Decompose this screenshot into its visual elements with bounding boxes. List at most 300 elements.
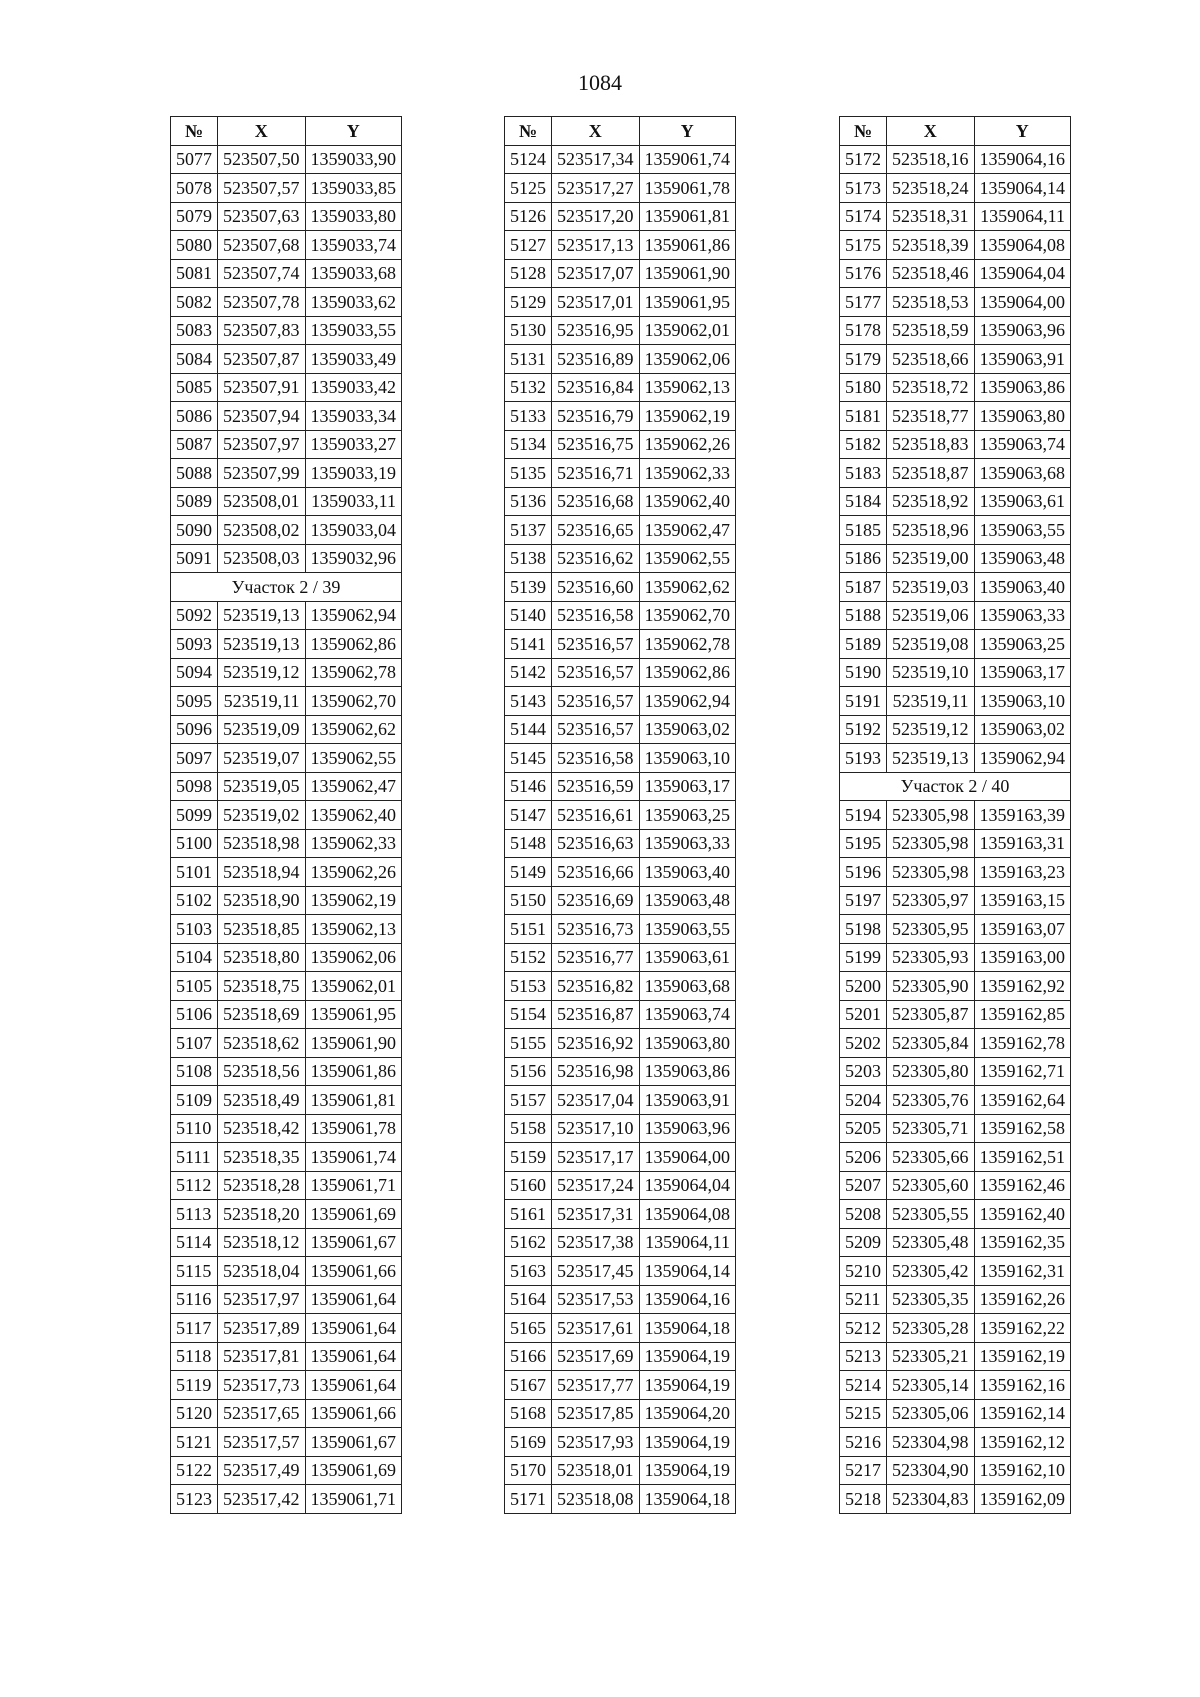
y-coordinate-cell: 1359062,55 [305, 744, 402, 773]
y-coordinate-cell: 1359063,40 [974, 573, 1071, 602]
y-coordinate-cell: 1359033,55 [305, 316, 402, 345]
point-number-cell: 5080 [171, 231, 218, 260]
y-coordinate-cell: 1359033,74 [305, 231, 402, 260]
x-coordinate-cell: 523518,39 [887, 231, 975, 260]
point-number-cell: 5171 [505, 1485, 552, 1514]
table-row [840, 1399, 1071, 1428]
table-row [840, 658, 1071, 687]
point-number-cell: 5106 [171, 1000, 218, 1029]
table-row [840, 459, 1071, 488]
header-number: № [840, 117, 887, 146]
table-row [505, 1257, 736, 1286]
point-number-cell: 5129 [505, 288, 552, 317]
x-coordinate-cell: 523517,24 [552, 1171, 640, 1200]
table-row [840, 1086, 1071, 1115]
y-coordinate-cell: 1359062,13 [305, 915, 402, 944]
point-number-cell: 5190 [840, 658, 887, 687]
table-row [505, 715, 736, 744]
x-coordinate-cell: 523304,98 [887, 1428, 975, 1457]
section-title: Участок 2 / 40 [840, 772, 1071, 801]
table-row [171, 858, 402, 887]
table-row [505, 1029, 736, 1058]
table-row [505, 915, 736, 944]
point-number-cell: 5152 [505, 943, 552, 972]
point-number-cell: 5134 [505, 430, 552, 459]
table-row [840, 829, 1071, 858]
x-coordinate-cell: 523518,85 [218, 915, 306, 944]
x-coordinate-cell: 523305,93 [887, 943, 975, 972]
x-coordinate-cell: 523519,00 [887, 544, 975, 573]
x-coordinate-cell: 523519,10 [887, 658, 975, 687]
point-number-cell: 5091 [171, 544, 218, 573]
x-coordinate-cell: 523305,06 [887, 1399, 975, 1428]
x-coordinate-cell: 523517,38 [552, 1228, 640, 1257]
y-coordinate-cell: 1359063,33 [639, 829, 736, 858]
table-row [840, 972, 1071, 1001]
y-coordinate-cell: 1359033,42 [305, 373, 402, 402]
point-number-cell: 5157 [505, 1086, 552, 1115]
table-row [505, 1114, 736, 1143]
y-coordinate-cell: 1359061,69 [305, 1456, 402, 1485]
x-coordinate-cell: 523305,98 [887, 829, 975, 858]
y-coordinate-cell: 1359162,40 [974, 1200, 1071, 1229]
y-coordinate-cell: 1359061,71 [305, 1171, 402, 1200]
point-number-cell: 5126 [505, 202, 552, 231]
table-row [505, 174, 736, 203]
point-number-cell: 5172 [840, 145, 887, 174]
coordinate-table-3 [839, 116, 1071, 1514]
table-row [505, 658, 736, 687]
y-coordinate-cell: 1359062,13 [639, 373, 736, 402]
table-row [505, 430, 736, 459]
point-number-cell: 5161 [505, 1200, 552, 1229]
x-coordinate-cell: 523516,92 [552, 1029, 640, 1058]
y-coordinate-cell: 1359062,86 [639, 658, 736, 687]
point-number-cell: 5206 [840, 1143, 887, 1172]
table-row [840, 801, 1071, 830]
y-coordinate-cell: 1359062,33 [305, 829, 402, 858]
table-row [505, 829, 736, 858]
point-number-cell: 5214 [840, 1371, 887, 1400]
table-row [505, 886, 736, 915]
point-number-cell: 5169 [505, 1428, 552, 1457]
table-row [171, 288, 402, 317]
y-coordinate-cell: 1359064,16 [974, 145, 1071, 174]
point-number-cell: 5114 [171, 1228, 218, 1257]
x-coordinate-cell: 523305,71 [887, 1114, 975, 1143]
point-number-cell: 5118 [171, 1342, 218, 1371]
table-row [840, 687, 1071, 716]
table-row [840, 487, 1071, 516]
point-number-cell: 5097 [171, 744, 218, 773]
y-coordinate-cell: 1359063,61 [974, 487, 1071, 516]
y-coordinate-cell: 1359063,02 [974, 715, 1071, 744]
point-number-cell: 5209 [840, 1228, 887, 1257]
x-coordinate-cell: 523517,69 [552, 1342, 640, 1371]
table-row [171, 1428, 402, 1457]
point-number-cell: 5104 [171, 943, 218, 972]
point-number-cell: 5099 [171, 801, 218, 830]
point-number-cell: 5192 [840, 715, 887, 744]
x-coordinate-cell: 523517,42 [218, 1485, 306, 1514]
x-coordinate-cell: 523508,02 [218, 516, 306, 545]
y-coordinate-cell: 1359163,31 [974, 829, 1071, 858]
y-coordinate-cell: 1359033,11 [305, 487, 402, 516]
y-coordinate-cell: 1359062,01 [639, 316, 736, 345]
x-coordinate-cell: 523516,57 [552, 630, 640, 659]
y-coordinate-cell: 1359063,86 [639, 1057, 736, 1086]
x-coordinate-cell: 523519,08 [887, 630, 975, 659]
table-row [840, 1342, 1071, 1371]
point-number-cell: 5182 [840, 430, 887, 459]
point-number-cell: 5208 [840, 1200, 887, 1229]
y-coordinate-cell: 1359033,49 [305, 345, 402, 374]
y-coordinate-cell: 1359061,64 [305, 1314, 402, 1343]
x-coordinate-cell: 523507,78 [218, 288, 306, 317]
x-coordinate-cell: 523517,61 [552, 1314, 640, 1343]
x-coordinate-cell: 523519,02 [218, 801, 306, 830]
point-number-cell: 5184 [840, 487, 887, 516]
table-row [171, 687, 402, 716]
y-coordinate-cell: 1359061,66 [305, 1257, 402, 1286]
y-coordinate-cell: 1359033,04 [305, 516, 402, 545]
table-row [171, 402, 402, 431]
y-coordinate-cell: 1359061,95 [639, 288, 736, 317]
x-coordinate-cell: 523519,09 [218, 715, 306, 744]
point-number-cell: 5103 [171, 915, 218, 944]
point-number-cell: 5200 [840, 972, 887, 1001]
point-number-cell: 5170 [505, 1456, 552, 1485]
point-number-cell: 5164 [505, 1285, 552, 1314]
x-coordinate-cell: 523507,99 [218, 459, 306, 488]
x-coordinate-cell: 523518,24 [887, 174, 975, 203]
x-coordinate-cell: 523305,66 [887, 1143, 975, 1172]
table-row [840, 402, 1071, 431]
point-number-cell: 5180 [840, 373, 887, 402]
y-coordinate-cell: 1359062,62 [305, 715, 402, 744]
x-coordinate-cell: 523518,62 [218, 1029, 306, 1058]
header-x: X [552, 117, 640, 146]
point-number-cell: 5089 [171, 487, 218, 516]
x-coordinate-cell: 523518,35 [218, 1143, 306, 1172]
table-row [505, 1485, 736, 1514]
x-coordinate-cell: 523305,80 [887, 1057, 975, 1086]
table-row [171, 943, 402, 972]
table-row [505, 1000, 736, 1029]
x-coordinate-cell: 523519,12 [218, 658, 306, 687]
point-number-cell: 5149 [505, 858, 552, 887]
point-number-cell: 5154 [505, 1000, 552, 1029]
y-coordinate-cell: 1359063,96 [639, 1114, 736, 1143]
point-number-cell: 5167 [505, 1371, 552, 1400]
y-coordinate-cell: 1359062,40 [305, 801, 402, 830]
x-coordinate-cell: 523519,06 [887, 601, 975, 630]
y-coordinate-cell: 1359064,14 [639, 1257, 736, 1286]
point-number-cell: 5146 [505, 772, 552, 801]
table-row [505, 744, 736, 773]
point-number-cell: 5195 [840, 829, 887, 858]
y-coordinate-cell: 1359064,11 [974, 202, 1071, 231]
table-header-row [505, 117, 736, 146]
table-row [505, 1057, 736, 1086]
point-number-cell: 5133 [505, 402, 552, 431]
x-coordinate-cell: 523517,89 [218, 1314, 306, 1343]
table-row [171, 1257, 402, 1286]
point-number-cell: 5094 [171, 658, 218, 687]
point-number-cell: 5084 [171, 345, 218, 374]
x-coordinate-cell: 523518,96 [887, 516, 975, 545]
point-number-cell: 5177 [840, 288, 887, 317]
point-number-cell: 5102 [171, 886, 218, 915]
table-row [171, 1485, 402, 1514]
y-coordinate-cell: 1359033,68 [305, 259, 402, 288]
table-row [171, 744, 402, 773]
table-row [505, 1285, 736, 1314]
table-row [840, 630, 1071, 659]
table-row [505, 231, 736, 260]
table-row [840, 1314, 1071, 1343]
y-coordinate-cell: 1359063,80 [639, 1029, 736, 1058]
y-coordinate-cell: 1359063,55 [639, 915, 736, 944]
table-row [171, 544, 402, 573]
table-row [505, 1399, 736, 1428]
x-coordinate-cell: 523516,58 [552, 601, 640, 630]
table-row [505, 1456, 736, 1485]
point-number-cell: 5131 [505, 345, 552, 374]
y-coordinate-cell: 1359162,85 [974, 1000, 1071, 1029]
point-number-cell: 5198 [840, 915, 887, 944]
x-coordinate-cell: 523516,84 [552, 373, 640, 402]
x-coordinate-cell: 523517,53 [552, 1285, 640, 1314]
point-number-cell: 5079 [171, 202, 218, 231]
y-coordinate-cell: 1359033,27 [305, 430, 402, 459]
y-coordinate-cell: 1359064,00 [639, 1143, 736, 1172]
table-row [171, 516, 402, 545]
x-coordinate-cell: 523516,58 [552, 744, 640, 773]
table-row [840, 886, 1071, 915]
x-coordinate-cell: 523517,17 [552, 1143, 640, 1172]
y-coordinate-cell: 1359033,62 [305, 288, 402, 317]
x-coordinate-cell: 523517,10 [552, 1114, 640, 1143]
table-row [171, 1285, 402, 1314]
x-coordinate-cell: 523305,14 [887, 1371, 975, 1400]
x-coordinate-cell: 523305,76 [887, 1086, 975, 1115]
table-row [505, 1143, 736, 1172]
y-coordinate-cell: 1359062,26 [639, 430, 736, 459]
x-coordinate-cell: 523518,90 [218, 886, 306, 915]
table-row [171, 1200, 402, 1229]
table-row [171, 1342, 402, 1371]
y-coordinate-cell: 1359064,19 [639, 1456, 736, 1485]
table-row [840, 1000, 1071, 1029]
table-row [505, 316, 736, 345]
x-coordinate-cell: 523518,77 [887, 402, 975, 431]
y-coordinate-cell: 1359064,19 [639, 1371, 736, 1400]
header-y: Y [974, 117, 1071, 146]
table-row [840, 1171, 1071, 1200]
point-number-cell: 5204 [840, 1086, 887, 1115]
x-coordinate-cell: 523518,75 [218, 972, 306, 1001]
x-coordinate-cell: 523517,77 [552, 1371, 640, 1400]
x-coordinate-cell: 523518,08 [552, 1485, 640, 1514]
y-coordinate-cell: 1359063,25 [974, 630, 1071, 659]
x-coordinate-cell: 523518,20 [218, 1200, 306, 1229]
table-row [171, 316, 402, 345]
point-number-cell: 5088 [171, 459, 218, 488]
point-number-cell: 5183 [840, 459, 887, 488]
table-row [171, 715, 402, 744]
x-coordinate-cell: 523516,77 [552, 943, 640, 972]
y-coordinate-cell: 1359061,81 [639, 202, 736, 231]
point-number-cell: 5101 [171, 858, 218, 887]
point-number-cell: 5090 [171, 516, 218, 545]
table-row [171, 174, 402, 203]
table-row [171, 1086, 402, 1115]
point-number-cell: 5109 [171, 1086, 218, 1115]
point-number-cell: 5119 [171, 1371, 218, 1400]
x-coordinate-cell: 523516,87 [552, 1000, 640, 1029]
point-number-cell: 5145 [505, 744, 552, 773]
point-number-cell: 5201 [840, 1000, 887, 1029]
y-coordinate-cell: 1359163,07 [974, 915, 1071, 944]
x-coordinate-cell: 523516,89 [552, 345, 640, 374]
y-coordinate-cell: 1359062,94 [305, 601, 402, 630]
table-row [505, 1314, 736, 1343]
y-coordinate-cell: 1359033,34 [305, 402, 402, 431]
x-coordinate-cell: 523305,21 [887, 1342, 975, 1371]
y-coordinate-cell: 1359063,91 [639, 1086, 736, 1115]
y-coordinate-cell: 1359061,67 [305, 1428, 402, 1457]
table-row [505, 1228, 736, 1257]
table-row [505, 943, 736, 972]
table-row [840, 1143, 1071, 1172]
point-number-cell: 5078 [171, 174, 218, 203]
x-coordinate-cell: 523518,53 [887, 288, 975, 317]
point-number-cell: 5093 [171, 630, 218, 659]
y-coordinate-cell: 1359162,46 [974, 1171, 1071, 1200]
header-x: X [218, 117, 306, 146]
y-coordinate-cell: 1359063,80 [974, 402, 1071, 431]
point-number-cell: 5159 [505, 1143, 552, 1172]
y-coordinate-cell: 1359162,51 [974, 1143, 1071, 1172]
y-coordinate-cell: 1359162,92 [974, 972, 1071, 1001]
x-coordinate-cell: 523517,20 [552, 202, 640, 231]
point-number-cell: 5136 [505, 487, 552, 516]
table-row [171, 1399, 402, 1428]
table-row [171, 231, 402, 260]
table-row [840, 943, 1071, 972]
y-coordinate-cell: 1359064,08 [974, 231, 1071, 260]
table-row [840, 573, 1071, 602]
y-coordinate-cell: 1359062,70 [305, 687, 402, 716]
table-row [505, 516, 736, 545]
header-number: № [505, 117, 552, 146]
table-row [505, 202, 736, 231]
x-coordinate-cell: 523517,97 [218, 1285, 306, 1314]
table-row [171, 915, 402, 944]
y-coordinate-cell: 1359062,19 [305, 886, 402, 915]
table-row [840, 544, 1071, 573]
point-number-cell: 5203 [840, 1057, 887, 1086]
table-row [840, 1029, 1071, 1058]
point-number-cell: 5191 [840, 687, 887, 716]
x-coordinate-cell: 523518,92 [887, 487, 975, 516]
y-coordinate-cell: 1359162,19 [974, 1342, 1071, 1371]
y-coordinate-cell: 1359062,78 [639, 630, 736, 659]
point-number-cell: 5117 [171, 1314, 218, 1343]
x-coordinate-cell: 523518,04 [218, 1257, 306, 1286]
y-coordinate-cell: 1359062,94 [639, 687, 736, 716]
table-row [840, 316, 1071, 345]
y-coordinate-cell: 1359062,86 [305, 630, 402, 659]
point-number-cell: 5166 [505, 1342, 552, 1371]
point-number-cell: 5127 [505, 231, 552, 260]
header-number: № [171, 117, 218, 146]
section-row [171, 573, 402, 602]
table-row [171, 829, 402, 858]
table-row [840, 1200, 1071, 1229]
x-coordinate-cell: 523507,94 [218, 402, 306, 431]
x-coordinate-cell: 523507,74 [218, 259, 306, 288]
point-number-cell: 5148 [505, 829, 552, 858]
x-coordinate-cell: 523507,91 [218, 373, 306, 402]
x-coordinate-cell: 523517,07 [552, 259, 640, 288]
y-coordinate-cell: 1359063,74 [639, 1000, 736, 1029]
point-number-cell: 5120 [171, 1399, 218, 1428]
point-number-cell: 5211 [840, 1285, 887, 1314]
table-row [505, 1342, 736, 1371]
table-row [505, 687, 736, 716]
y-coordinate-cell: 1359062,06 [639, 345, 736, 374]
point-number-cell: 5082 [171, 288, 218, 317]
table-row [171, 772, 402, 801]
table-row [840, 231, 1071, 260]
y-coordinate-cell: 1359061,95 [305, 1000, 402, 1029]
point-number-cell: 5212 [840, 1314, 887, 1343]
point-number-cell: 5142 [505, 658, 552, 687]
y-coordinate-cell: 1359033,85 [305, 174, 402, 203]
point-number-cell: 5193 [840, 744, 887, 773]
table-row [505, 487, 736, 516]
x-coordinate-cell: 523518,87 [887, 459, 975, 488]
point-number-cell: 5196 [840, 858, 887, 887]
table-row [840, 145, 1071, 174]
x-coordinate-cell: 523518,31 [887, 202, 975, 231]
x-coordinate-cell: 523518,28 [218, 1171, 306, 1200]
table-row [505, 1428, 736, 1457]
x-coordinate-cell: 523519,05 [218, 772, 306, 801]
y-coordinate-cell: 1359061,69 [305, 1200, 402, 1229]
x-coordinate-cell: 523518,66 [887, 345, 975, 374]
table-row [840, 1057, 1071, 1086]
y-coordinate-cell: 1359064,18 [639, 1314, 736, 1343]
table-row [505, 345, 736, 374]
table-row [171, 601, 402, 630]
point-number-cell: 5162 [505, 1228, 552, 1257]
x-coordinate-cell: 523508,01 [218, 487, 306, 516]
y-coordinate-cell: 1359063,17 [974, 658, 1071, 687]
point-number-cell: 5175 [840, 231, 887, 260]
table-row [840, 1114, 1071, 1143]
table-row [171, 430, 402, 459]
y-coordinate-cell: 1359062,78 [305, 658, 402, 687]
x-coordinate-cell: 523507,83 [218, 316, 306, 345]
point-number-cell: 5083 [171, 316, 218, 345]
y-coordinate-cell: 1359063,48 [639, 886, 736, 915]
y-coordinate-cell: 1359063,25 [639, 801, 736, 830]
table-row [171, 373, 402, 402]
table-row [171, 1143, 402, 1172]
